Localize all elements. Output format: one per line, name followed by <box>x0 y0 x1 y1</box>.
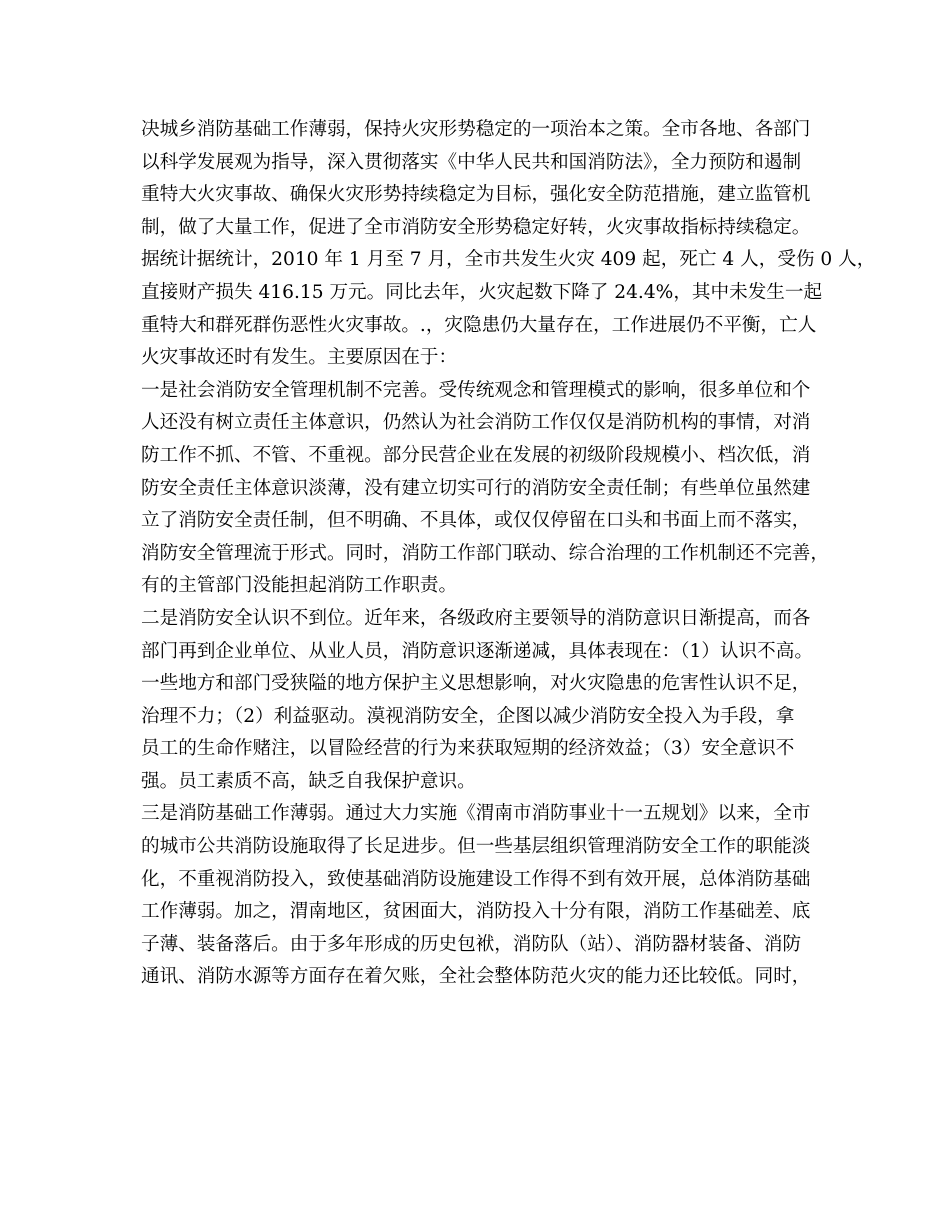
text-line: 一是社会消防安全管理机制不完善。受传统观念和管理模式的影响，很多单位和个 <box>141 379 811 401</box>
text-line: 三是消防基础工作薄弱。通过大力实施《渭南市消防事业十一五规划》以来，全市 <box>141 803 811 825</box>
text-line: 火灾事故还时有发生。主要原因在于： <box>141 347 458 369</box>
text-line: 重特大和群死群伤恶性火灾事故。.，灾隐患仍大量存在，工作进展仍不平衡，亡人 <box>141 314 817 336</box>
text-line: 二是消防安全认识不到位。近年来，各级政府主要领导的消防意识日渐提高，而各 <box>141 607 811 629</box>
text-line: 治理不力；（2）利益驱动。漠视消防安全，企图以减少消防安全投入为手段，拿 <box>141 705 795 727</box>
text-line: 有的主管部门没能担起消防工作职责。 <box>141 575 458 597</box>
text-line: 一些地方和部门受狭隘的地方保护主义思想影响，对火灾隐患的危害性认识不足， <box>141 673 811 695</box>
text-line: 以科学发展观为指导，深入贯彻落实《中华人民共和国消防法》，全力预防和遏制 <box>141 151 802 173</box>
text-line: 消防安全管理流于形式。同时，消防工作部门联动、综合治理的工作机制还不完善， <box>141 542 829 564</box>
text-line: 直接财产损失 416.15 万元。同比去年，火灾起数下降了 24.4%，其中未发生一起 <box>141 281 823 303</box>
text-line: 通讯、消防水源等方面存在着欠账，全社会整体防范火灾的能力还比较低。同时， <box>141 966 811 988</box>
text-line: 防安全责任主体意识淡薄，没有建立切实可行的消防安全责任制；有些单位虽然建 <box>141 477 811 499</box>
text-line: 工作薄弱。加之，渭南地区，贫困面大，消防投入十分有限，消防工作基础差、底 <box>141 901 811 923</box>
text-line: 制，做了大量工作，促进了全市消防安全形势稳定好转，火灾事故指标持续稳定。 <box>141 216 811 238</box>
text-line: 的城市公共消防设施取得了长足进步。但一些基层组织管理消防安全工作的职能淡 <box>141 836 811 858</box>
text-line: 防工作不抓、不管、不重视。部分民营企业在发展的初级阶段规模小、档次低，消 <box>141 444 811 466</box>
text-line: 立了消防安全责任制，但不明确、不具体，或仅仅停留在口头和书面上而不落实， <box>141 510 811 532</box>
document-body <box>141 114 876 994</box>
text-line: 化，不重视消防投入，致使基础消防设施建设工作得不到有效开展，总体消防基础 <box>141 868 811 890</box>
text-line: 重特大火灾事故、确保火灾形势持续稳定为目标，强化安全防范措施，建立监管机 <box>141 184 811 206</box>
text-line: 部门再到企业单位、从业人员，消防意识逐渐递减，具体表现在：（1）认识不高。 <box>141 640 813 662</box>
text-line: 决城乡消防基础工作薄弱，保持火灾形势稳定的一项治本之策。全市各地、各部门 <box>141 119 811 140</box>
text-line: 强。员工素质不高，缺乏自我保护意识。 <box>141 770 476 792</box>
text-line: 据统计据统计，2010 年 1 月至 7 月，全市共发生火灾 409 起，死亡 4 人，受伤 0 人， <box>141 249 876 271</box>
text-line: 员工的生命作赌注，以冒险经营的行为来获取短期的经济效益；（3）安全意识不 <box>141 738 795 760</box>
text-line: 子薄、装备落后。由于多年形成的历史包袱，消防队（站）、消防器材装备、消防 <box>141 933 802 955</box>
text-line: 人还没有树立责任主体意识，仍然认为社会消防工作仅仅是消防机构的事情，对消 <box>141 412 811 434</box>
